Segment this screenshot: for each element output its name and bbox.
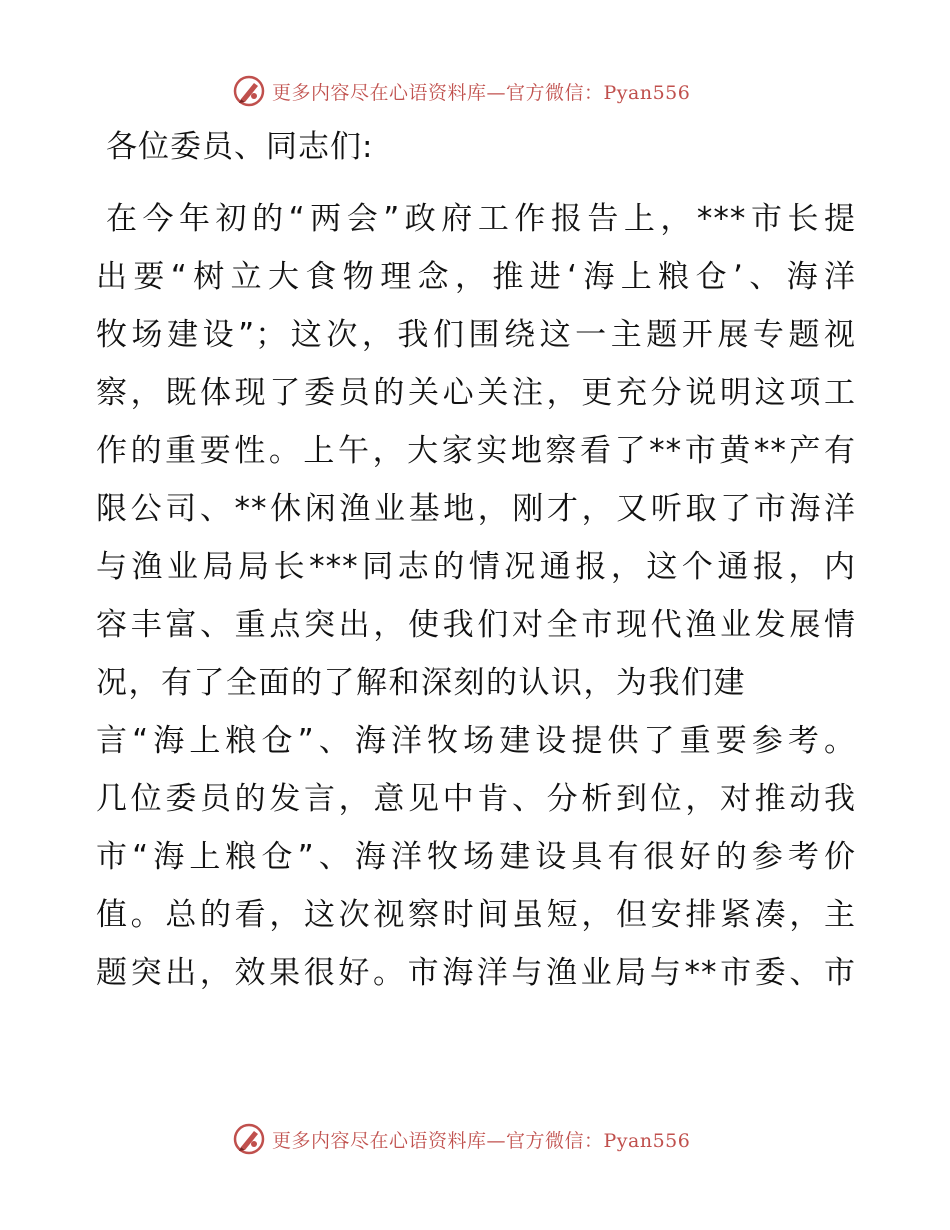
paragraph-line: 几位委员的发言，意见中肯、分析到位，对推动我 (96, 781, 856, 817)
pen-seal-icon (232, 1122, 266, 1156)
paragraph-line: 与渔业局局长***同志的情况通报，这个通报，内 (96, 549, 856, 585)
paragraph-line: 限公司、**休闲渔业基地，刚才，又听取了市海洋 (96, 491, 856, 527)
footer-banner (232, 1122, 690, 1156)
paragraph-line: 牧场建设”；这次，我们围绕这一主题开展专题视 (96, 317, 856, 353)
paragraph-line: 言“海上粮仓”、海洋牧场建设提供了重要参考。 (96, 723, 856, 759)
salutation: 各位委员、同志们: (106, 129, 374, 165)
paragraph-line: 察，既体现了委员的关心关注，更充分说明这项工 (96, 375, 856, 411)
paragraph-line: 出要“树立大食物理念，推进‘海上粮仓’、海洋 (96, 259, 856, 295)
footer-banner-text[interactable]: 更多内容尽在心语资料库—官方微信：Pyan556 (272, 1129, 691, 1152)
paragraph-line: 容丰富、重点突出，使我们对全市现代渔业发展情 (96, 607, 856, 643)
header-banner (232, 74, 690, 108)
paragraph-line: 在今年初的“两会”政府工作报告上，***市长提 (106, 201, 856, 237)
paragraph-line: 题突出，效果很好。市海洋与渔业局与**市委、市 (96, 955, 856, 991)
pen-seal-icon (232, 74, 266, 108)
paragraph-line: 况，有了全面的了解和深刻的认识，为我们建 (96, 665, 746, 701)
header-banner-text[interactable]: 更多内容尽在心语资料库—官方微信：Pyan556 (272, 81, 691, 104)
paragraph-line: 值。总的看，这次视察时间虽短，但安排紧凑，主 (96, 897, 856, 933)
paragraph-line: 市“海上粮仓”、海洋牧场建设具有很好的参考价 (96, 839, 856, 875)
paragraph-line: 作的重要性。上午，大家实地察看了**市黄**产有 (96, 433, 856, 469)
document-body (96, 118, 856, 1002)
